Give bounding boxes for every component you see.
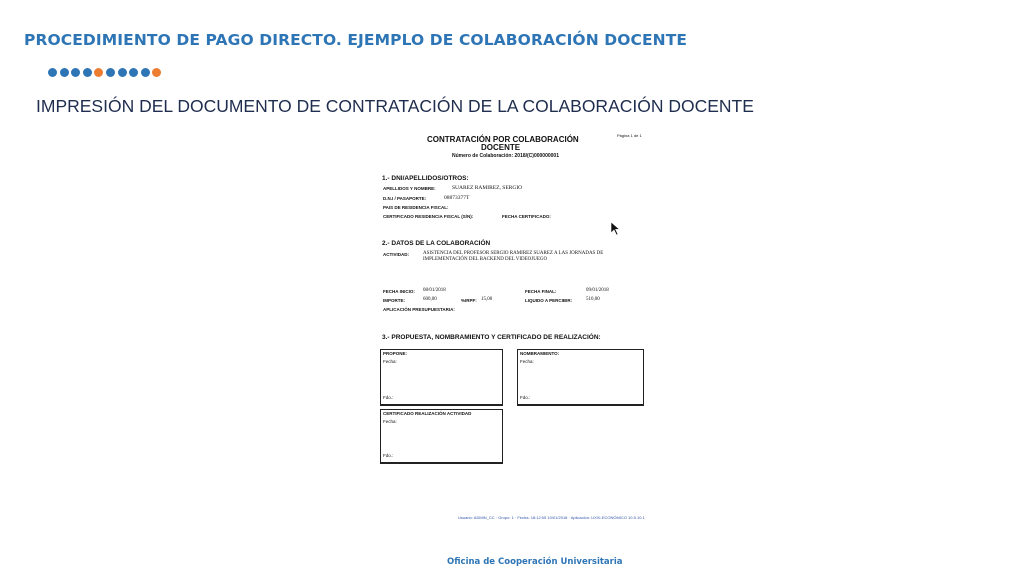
propone-box bbox=[380, 349, 503, 406]
amount-label: IMPORTE: bbox=[383, 298, 405, 303]
start-label: FECHA INICIO: bbox=[383, 289, 415, 294]
doc-heading-line2: DOCENTE bbox=[481, 143, 521, 152]
nombramiento-fdo: Fdo.: bbox=[520, 395, 531, 400]
propone-title: PROPONE: bbox=[383, 351, 408, 356]
doc-meta-line: Usuario: ADMIN_CC · Grupo: 1 · Fecha: 18:12:05 10/01/2018 · Aplicación: UXXI-ECONÓMICO 10.5.10.1 bbox=[458, 515, 645, 520]
dni-value: 08873377T bbox=[444, 195, 470, 201]
certificado-box bbox=[380, 409, 503, 464]
nombramiento-title: NOMBRAMIENTO: bbox=[520, 351, 560, 356]
decorative-dot bbox=[141, 68, 150, 77]
nombramiento-box bbox=[517, 349, 644, 406]
slide-subtitle: IMPRESIÓN DEL DOCUMENTO DE CONTRATACIÓN DE LA COLABORACIÓN DOCENTE bbox=[36, 96, 754, 116]
budget-label: APLICACIÓN PRESUPUESTARIA: bbox=[383, 307, 455, 312]
decorative-dot bbox=[94, 68, 103, 77]
activity-line1: ASISTENCIA DEL PROFESOR SERGIO RAMIREZ SUAREZ A LAS JORNADAS DE bbox=[423, 251, 604, 256]
document-image bbox=[380, 128, 650, 528]
doc-page-label: Página 1 de 1 bbox=[617, 133, 642, 138]
amount-value: 600,00 bbox=[423, 297, 437, 302]
doc-number-label: Número de Colaboración: 2018/(C)000000001 bbox=[452, 153, 559, 159]
mouse-pointer-icon bbox=[611, 222, 621, 241]
slide-footer: Oficina de Cooperación Universitaria bbox=[447, 557, 623, 567]
decorative-dot bbox=[129, 68, 138, 77]
net-label: LIQUIDO A PERCIBIR: bbox=[525, 298, 573, 303]
decorative-dot bbox=[83, 68, 92, 77]
propone-fdo: Fdo.: bbox=[383, 395, 394, 400]
slide-title: PROCEDIMIENTO DE PAGO DIRECTO. EJEMPLO DE COLABORACIÓN DOCENTE bbox=[24, 31, 688, 49]
certificado-fecha: Fecha: bbox=[383, 419, 397, 424]
decorative-dot bbox=[60, 68, 69, 77]
end-label: FECHA FINAL: bbox=[525, 289, 557, 294]
propone-fecha: Fecha: bbox=[383, 359, 397, 364]
cert-label: CERTIFICADO RESIDENCIA FISCAL (S/N): bbox=[383, 214, 474, 219]
start-value: 08/01/2018 bbox=[423, 288, 446, 293]
dni-label: D.N.I / PASAPORTE: bbox=[383, 196, 427, 201]
certificado-fdo: Fdo.: bbox=[383, 453, 394, 458]
name-label: APELLIDOS Y NOMBRE: bbox=[383, 186, 436, 191]
nombramiento-fecha: Fecha: bbox=[520, 359, 534, 364]
decorative-dot bbox=[118, 68, 127, 77]
decorative-dot bbox=[48, 68, 57, 77]
end-value: 09/01/2018 bbox=[586, 288, 609, 293]
activity-line2: IMPLEMENTACIÓN DEL BACKEND DEL VIDEOJUEGO bbox=[423, 257, 548, 262]
section2-title: 2.- DATOS DE LA COLABORACIÓN bbox=[382, 240, 491, 247]
cert-date-label: FECHA CERTIFICADO: bbox=[502, 214, 551, 219]
decorative-dots bbox=[48, 68, 164, 77]
net-value: 510,00 bbox=[586, 297, 600, 302]
certificado-title: CERTIFICADO REALIZACIÓN ACTIVIDAD bbox=[383, 411, 472, 416]
irpf-value: 15,00 bbox=[481, 297, 493, 302]
section1-title: 1.- DNI/APELLIDOS/OTROS: bbox=[382, 175, 469, 182]
name-value: SUAREZ RAMIREZ, SERGIO bbox=[452, 185, 523, 191]
decorative-dot bbox=[106, 68, 115, 77]
activity-label: ACTIVIDAD: bbox=[383, 252, 409, 257]
decorative-dot bbox=[71, 68, 80, 77]
decorative-dot bbox=[152, 68, 161, 77]
irpf-label: %IRPF: bbox=[461, 298, 477, 303]
section3-title: 3.- PROPUESTA, NOMBRAMIENTO Y CERTIFICADO DE REALIZACIÓN: bbox=[382, 334, 601, 341]
doc-heading-line1: CONTRATACIÓN POR COLABORACIÓN bbox=[427, 135, 579, 144]
country-label: PAIS DE RESIDENCIA FISCAL: bbox=[383, 205, 449, 210]
